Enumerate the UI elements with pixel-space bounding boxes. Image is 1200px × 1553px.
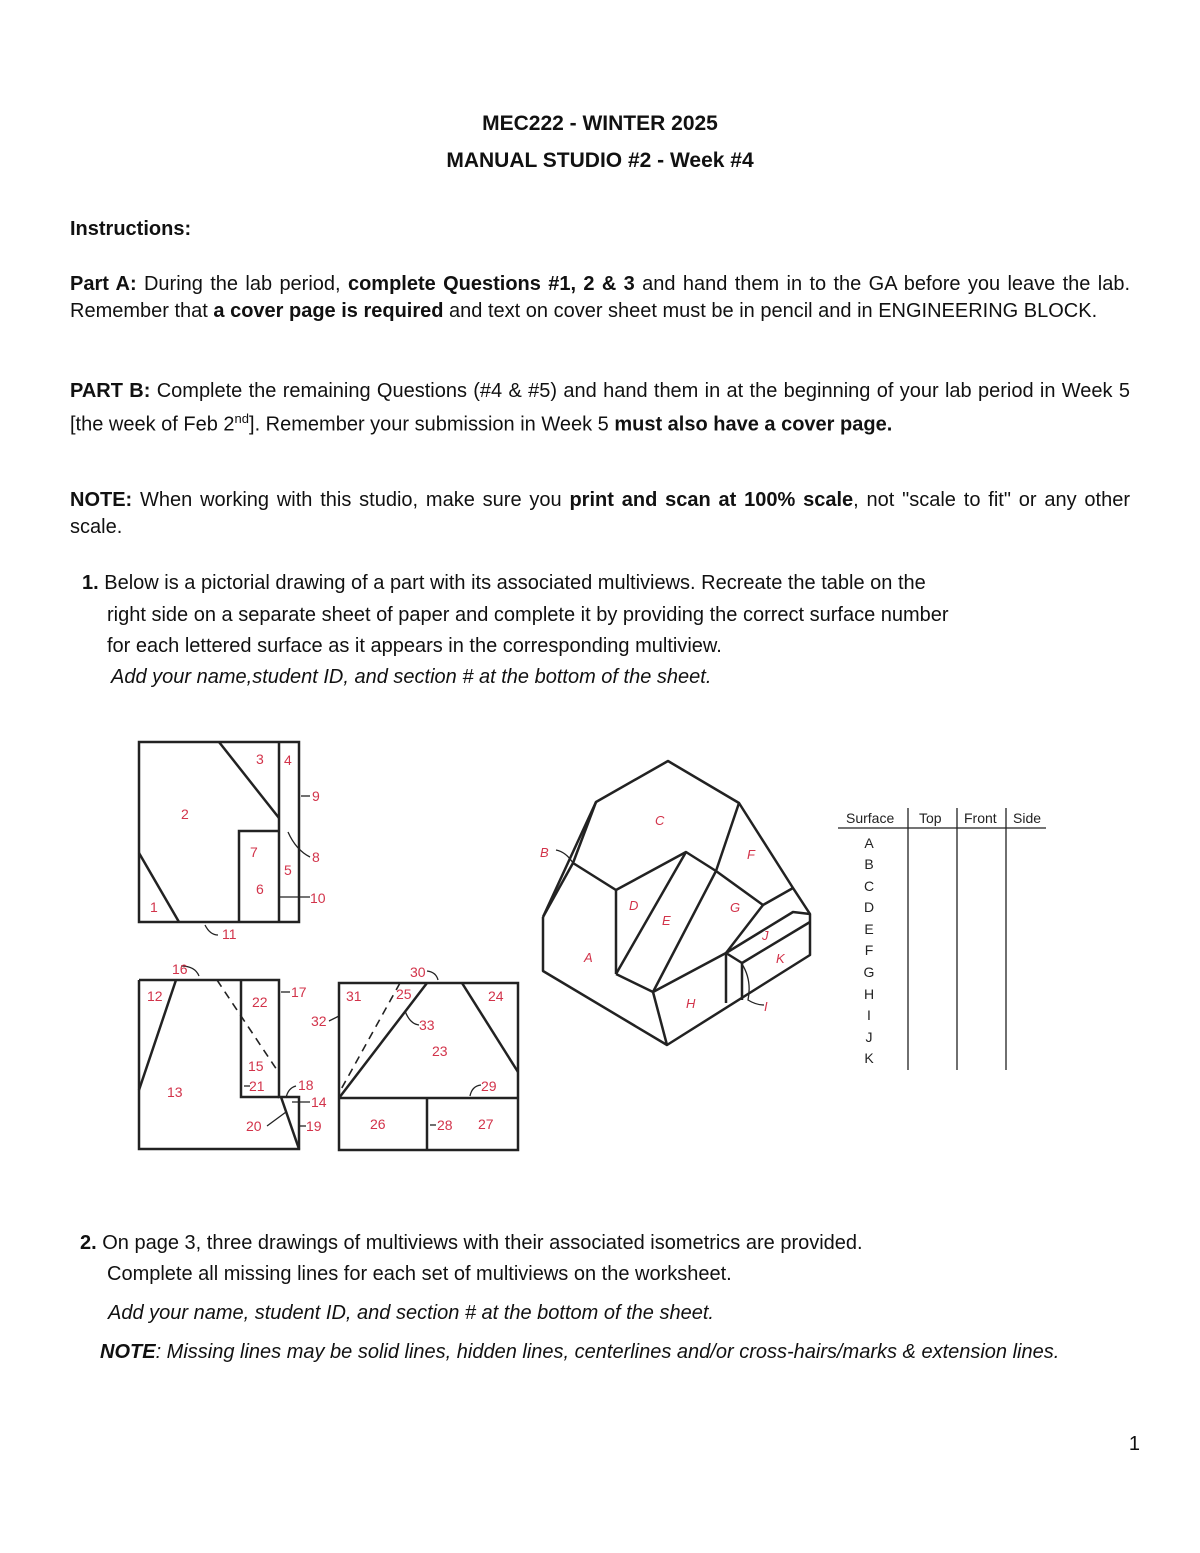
table-header-top: Top (919, 810, 942, 826)
note-paragraph (70, 487, 1130, 541)
part-a-text-2: and hand them in to the GA before you leave the lab. Remember that (70, 273, 1131, 322)
part-b-paragraph (70, 378, 1130, 439)
surface-label-d: D (629, 898, 639, 913)
table-header-surface: Surface (846, 810, 895, 826)
surface-label-g: G (730, 900, 741, 915)
table-row-j: J (865, 1029, 873, 1045)
surface-label-f: F (747, 847, 755, 862)
question-2-note-label: NOTE (100, 1341, 156, 1363)
surface-label-b: B (540, 845, 549, 860)
note-label: NOTE: (70, 489, 133, 511)
question-1-line2: right side on a separate sheet of paper and complete it by providing the correct surface number (107, 604, 949, 626)
surface-label-h: H (686, 996, 696, 1011)
question-2-line2: Complete all missing lines for each set of multiviews on the worksheet. (107, 1263, 732, 1285)
question-1-number: 1. (82, 572, 99, 594)
part-b-label: PART B: (70, 380, 151, 402)
label-33: 33 (419, 1017, 435, 1033)
part-a-text-3: and text on cover sheet must be in pencil and in ENGINEERING BLOCK. (443, 300, 1098, 322)
label-4: 4 (284, 752, 292, 768)
label-22: 22 (252, 994, 268, 1010)
front-view (139, 980, 299, 1149)
question-1-text-1: Below is a pictorial drawing of a part with its associated multiviews. Recreate the table on the (98, 572, 926, 594)
label-10: 10 (310, 890, 326, 906)
question-2-note (100, 1337, 1080, 1368)
label-20: 20 (246, 1118, 262, 1134)
label-13: 13 (167, 1084, 183, 1100)
label-3: 3 (256, 751, 264, 767)
part-a-bold-1: complete Questions #1, 2 & 3 (347, 273, 635, 295)
table-row-a: A (864, 835, 874, 851)
label-1: 1 (150, 899, 158, 915)
table-row-d: D (863, 899, 875, 915)
label-15: 15 (248, 1058, 264, 1074)
surface-table (838, 808, 1046, 1070)
label-29: 29 (481, 1078, 497, 1094)
surface-label-e: E (662, 913, 671, 928)
part-a-paragraph (70, 271, 1130, 325)
part-b-superscript: nd (234, 411, 250, 426)
table-header-side: Side (1013, 810, 1042, 826)
label-9: 9 (312, 788, 320, 804)
table-row-i: I (867, 1007, 871, 1023)
question-1-line3: for each lettered surface as it appears in the corresponding multiview. (107, 635, 722, 657)
label-26: 26 (370, 1116, 386, 1132)
question-1-line1 (82, 568, 1142, 599)
part-a-label: Part A: (70, 273, 137, 295)
question-2-line3: Add your name, student ID, and section # at the bottom of the sheet. (108, 1302, 714, 1324)
surface-label-c: C (655, 813, 665, 828)
label-19: 19 (306, 1118, 322, 1134)
label-8: 8 (312, 849, 320, 865)
label-17: 17 (291, 984, 307, 1000)
table-row-f: F (864, 942, 874, 958)
part-b-bold-1: must also have a cover page. (614, 413, 893, 436)
label-23: 23 (432, 1043, 448, 1059)
label-14: 14 (311, 1094, 327, 1110)
label-25: 25 (396, 986, 412, 1002)
top-view (139, 742, 299, 922)
question-2-text-1: On page 3, three drawings of multiviews with their associated isometrics are provided. (96, 1232, 863, 1254)
question-1-line4: Add your name,student ID, and section # at the bottom of the sheet. (111, 666, 712, 688)
part-a-bold-2: a cover page is required (213, 300, 444, 322)
label-21: 21 (249, 1078, 265, 1094)
label-31: 31 (346, 988, 362, 1004)
note-text-2: , not "scale to fit" or any other scale. (70, 489, 1130, 538)
surface-label-j: J (762, 928, 769, 943)
label-32: 32 (311, 1013, 327, 1029)
question-2-note-text: : Missing lines may be solid lines, hidden lines, centerlines and/or cross-hairs/marks & extension lines. (155, 1341, 1060, 1363)
label-27: 27 (478, 1116, 494, 1132)
label-30: 30 (410, 964, 426, 980)
table-row-h: H (863, 986, 875, 1002)
multiview-figure (0, 700, 1200, 1180)
label-6: 6 (256, 881, 264, 897)
label-12: 12 (147, 988, 163, 1004)
page-number: 1 (1128, 1433, 1140, 1455)
surface-label-a: A (584, 950, 593, 965)
doc-title-line1: MEC222 - WINTER 2025 (482, 112, 718, 135)
part-a-text-1: During the lab period, (136, 273, 348, 295)
table-row-k: K (864, 1050, 874, 1066)
table-row-c: C (863, 878, 875, 894)
label-16: 16 (172, 961, 188, 977)
label-11: 11 (222, 926, 237, 942)
label-7: 7 (250, 844, 258, 860)
note-bold-1: print and scan at 100% scale (569, 489, 854, 511)
table-row-g: G (863, 964, 875, 980)
label-2: 2 (181, 806, 189, 822)
label-24: 24 (488, 988, 504, 1004)
note-text-1: When working with this studio, make sure you (132, 489, 570, 511)
part-b-text-1: Complete the remaining Questions (#4 & #5) and hand them in at the beginning of your lab period in Week 5 [the week of Feb 2 (70, 380, 1130, 436)
label-28: 28 (437, 1117, 453, 1133)
label-18: 18 (298, 1077, 314, 1093)
table-header-front: Front (964, 810, 997, 826)
question-2-line1 (80, 1228, 1140, 1259)
label-5: 5 (284, 862, 292, 878)
part-b-text-2: ]. Remember your submission in Week 5 (249, 413, 615, 436)
pictorial-drawing (543, 761, 810, 1045)
surface-label-i: I (764, 999, 768, 1014)
table-row-e: E (864, 921, 874, 937)
instructions-heading: Instructions: (70, 218, 192, 240)
doc-title-line2: MANUAL STUDIO #2 - Week #4 (446, 149, 754, 172)
question-2-number: 2. (80, 1232, 97, 1254)
table-row-b: B (864, 856, 874, 872)
surface-label-k: K (776, 951, 785, 966)
